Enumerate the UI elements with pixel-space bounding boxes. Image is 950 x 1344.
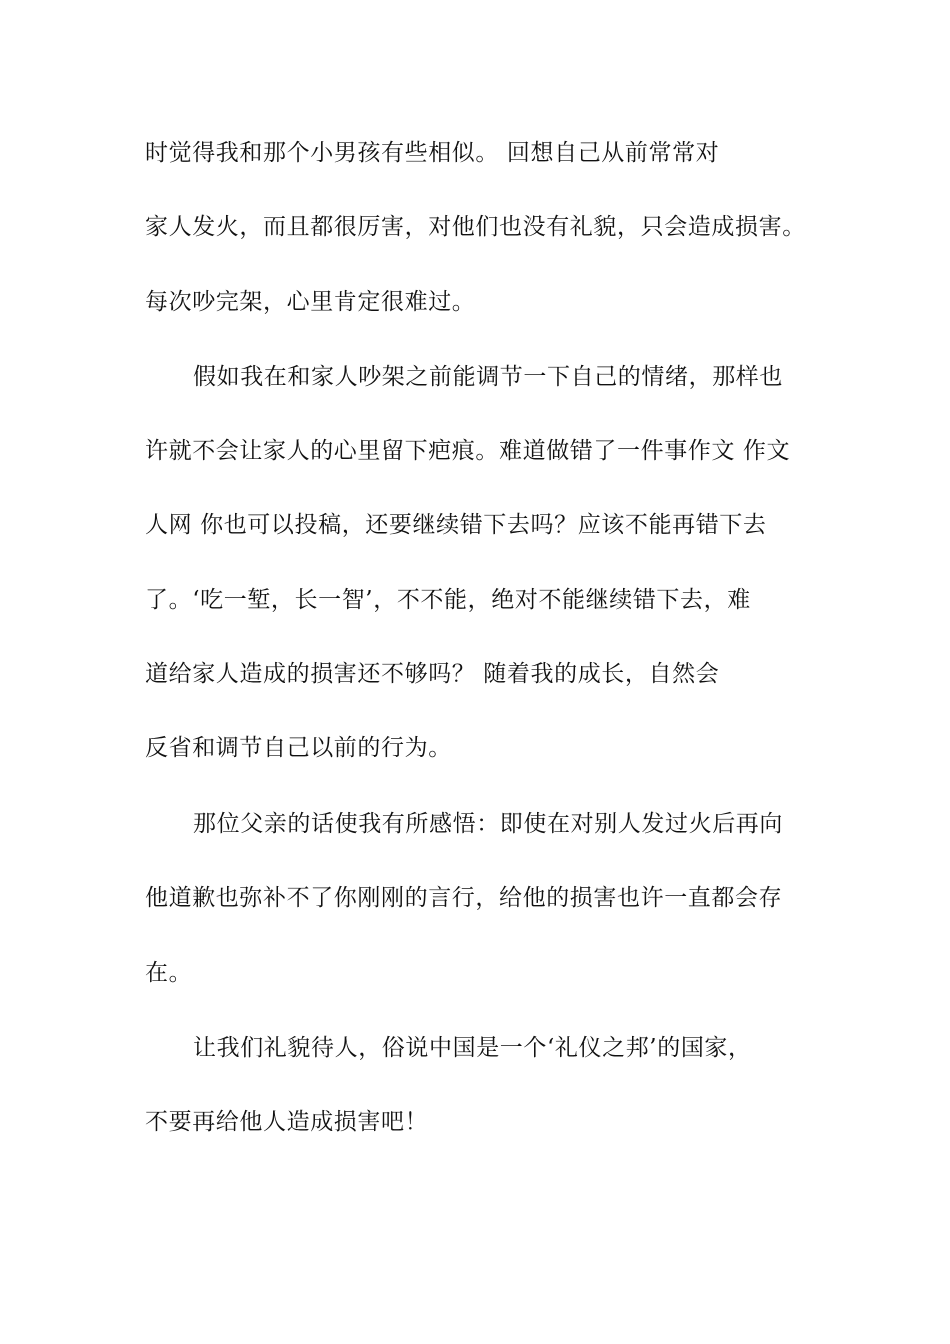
text-line-10: 那位父亲的话使我有所感悟：即使在对别人发过火后再向: [193, 811, 783, 837]
text-line-4: 假如我在和家人吵架之前能调节一下自己的情绪，那样也: [193, 364, 783, 390]
text-line-6: 人网 你也可以投稿，还要继续错下去吗？应该不能再错下去: [145, 512, 767, 538]
text-line-3: 每次吵完架，心里肯定很难过。: [145, 289, 476, 315]
text-line-9: 反省和调节自己以前的行为。: [145, 735, 452, 761]
text-line-12: 在。: [145, 960, 193, 986]
text-line-1: 时觉得我和那个小男孩有些相似。 回想自己从前常常对: [145, 140, 720, 166]
text-line-8: 道给家人造成的损害还不够吗？ 随着我的成长，自然会: [145, 661, 720, 687]
text-line-11: 他道歉也弥补不了你刚刚的言行，给他的损害也许一直都会存: [145, 885, 783, 911]
text-line-2: 家人发火，而且都很厉害，对他们也没有礼貌，只会造成损害。: [145, 214, 806, 240]
text-line-14: 不要再给他人造成损害吧！: [145, 1109, 429, 1135]
text-line-5: 许就不会让家人的心里留下疤痕。难道做错了一件事作文 作文: [145, 438, 791, 464]
text-line-7: 了。‘吃一堑，长一智’，不不能，绝对不能继续错下去，难: [145, 587, 751, 613]
text-line-13: 让我们礼貌待人，俗说中国是一个‘礼仪之邦’的国家，: [193, 1035, 752, 1061]
